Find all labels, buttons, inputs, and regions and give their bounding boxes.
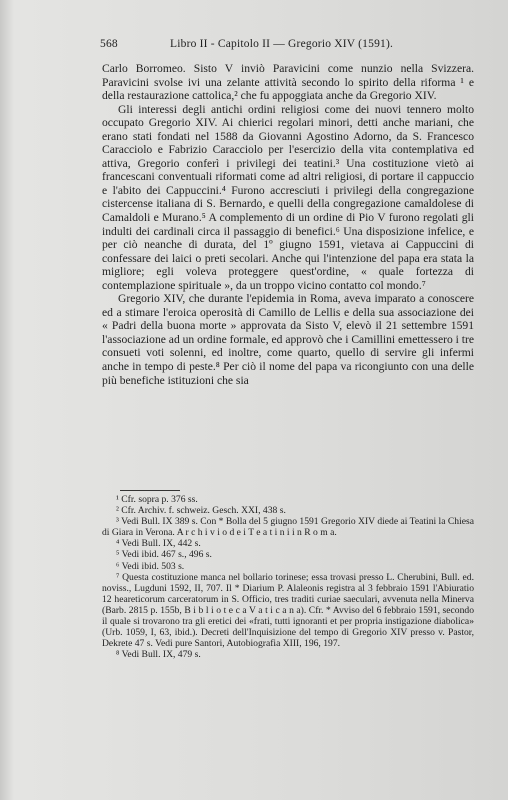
footnotes bbox=[102, 494, 474, 660]
footnote: ² Cfr. Archiv. f. schweiz. Gesch. XXI, 438 s. bbox=[116, 505, 286, 517]
running-title: Libro II - Capitolo II — Gregorio XIV (1591). bbox=[170, 38, 394, 50]
footnote: ⁶ Vedi ibid. 503 s. bbox=[116, 560, 185, 572]
paragraph: Carlo Borromeo. Sisto V inviò Paravicini come nunzio nella Svizzera. Paravicini svolse ivi una zelante attività secondo lo spirito della riforma ¹ e della restaurazione cattolica,² che fu appoggiata anche da Gregorio XIV. bbox=[102, 62, 474, 103]
main-text bbox=[102, 62, 474, 387]
footnote: ⁷ Questa costituzione manca nel bollario torinese; essa trovasi presso L. Cherubini, Bull. ed. noviss., Lugduni 1592, II, 707. Il * Diarium P. Alaleonis registra al 3 febbraio 1591 l'Abiuratio 12 heareticorum carceratorum in S. Officio, tres traditi curiae saeculari, avvenuta nella Minerva (Barb. 2815 p. 155b, B i b l i o t e c a V a t i c a n a). Cfr. * Avviso del 6 febbraio 1591, secondo il quale si trovarono tra gli eretici dei «frati, tutti ignoranti et per propria instigazione diabolica» (Urb. 1059, I, 63, ibid.). Decreti dell'Inquisizione del tempo di Gregorio XIV presso v. Pastor, Dekrete 47 s. Vedi pure Santori, Autobiografia XIII, 196, 197. bbox=[102, 571, 474, 650]
paragraph: Gli interessi degli antichi ordini religiosi come dei nuovi tennero molto occupato Gregorio XIV. Ai chierici regolari minori, detti anche mariani, che erano stati fondati nel 1588 da Giovanni Agostino Adorno, da S. Francesco Caracciolo e Fabrizio Caracciolo per l'esercizio della vita contemplativa ed attiva, Gregorio conferì i privilegi dei teatini.³ Una costituzione vietò ai francescani conventuali riformati come ad altri religiosi, di portare il cappuccio e l'abito dei Cappuccini.⁴ Furono accresciuti i privilegi della congregazione cistercense italiana di S. Bernardo, e quelli della congregazione camaldolese di Camaldoli e Murano.⁵ A complemento di un ordine di Pio V furono regolati gli indulti dei cardinali circa il passaggio di benefici.⁶ Una disposizione infelice, e per ciò neanche di durata, del 1º giugno 1591, vietava ai Cappuccini di confessare dei laici o preti secolari. Anche qui l'intenzione del papa era stata la migliore; egli voleva proteggere quest'ordine, « quale fortezza di contemplazione spirituale », da un troppo vicino contatto col mondo.⁷ bbox=[102, 102, 474, 292]
footnote-separator bbox=[120, 490, 180, 491]
footnote: ³ Vedi Bull. IX 389 s. Con * Bolla del 5 giugno 1591 Gregorio XIV diede ai Teatini la Chiesa di Giara in Verona. A r c h i v i o d e i T e a t i n i i n R o m a. bbox=[102, 516, 474, 539]
page-number: 568 bbox=[100, 38, 118, 50]
footnote: ⁵ Vedi ibid. 467 s., 496 s. bbox=[116, 549, 212, 561]
footnote: ¹ Cfr. sopra p. 376 ss. bbox=[116, 494, 198, 505]
paragraph: Gregorio XIV, che durante l'epidemia in Roma, aveva imparato a conoscere ed a stimare l'eroica operosità di Camillo de Lellis e della sua associazione dei « Padri della buona morte » approvata da Sisto V, elevò il 21 settembre 1591 l'associazione ad un ordine formale, ed approvò che i Camillini emettessero i tre consueti voti solenni, ed inoltre, come quarto, quello di servire gli infermi anche in tempo di peste.⁸ Per ciò il nome del papa va ricongiunto con una delle più benefiche istituzioni che sia bbox=[102, 292, 474, 387]
footnote: ⁸ Vedi Bull. IX, 479 s. bbox=[116, 649, 201, 661]
footnote: ⁴ Vedi Bull. IX, 442 s. bbox=[116, 538, 201, 550]
